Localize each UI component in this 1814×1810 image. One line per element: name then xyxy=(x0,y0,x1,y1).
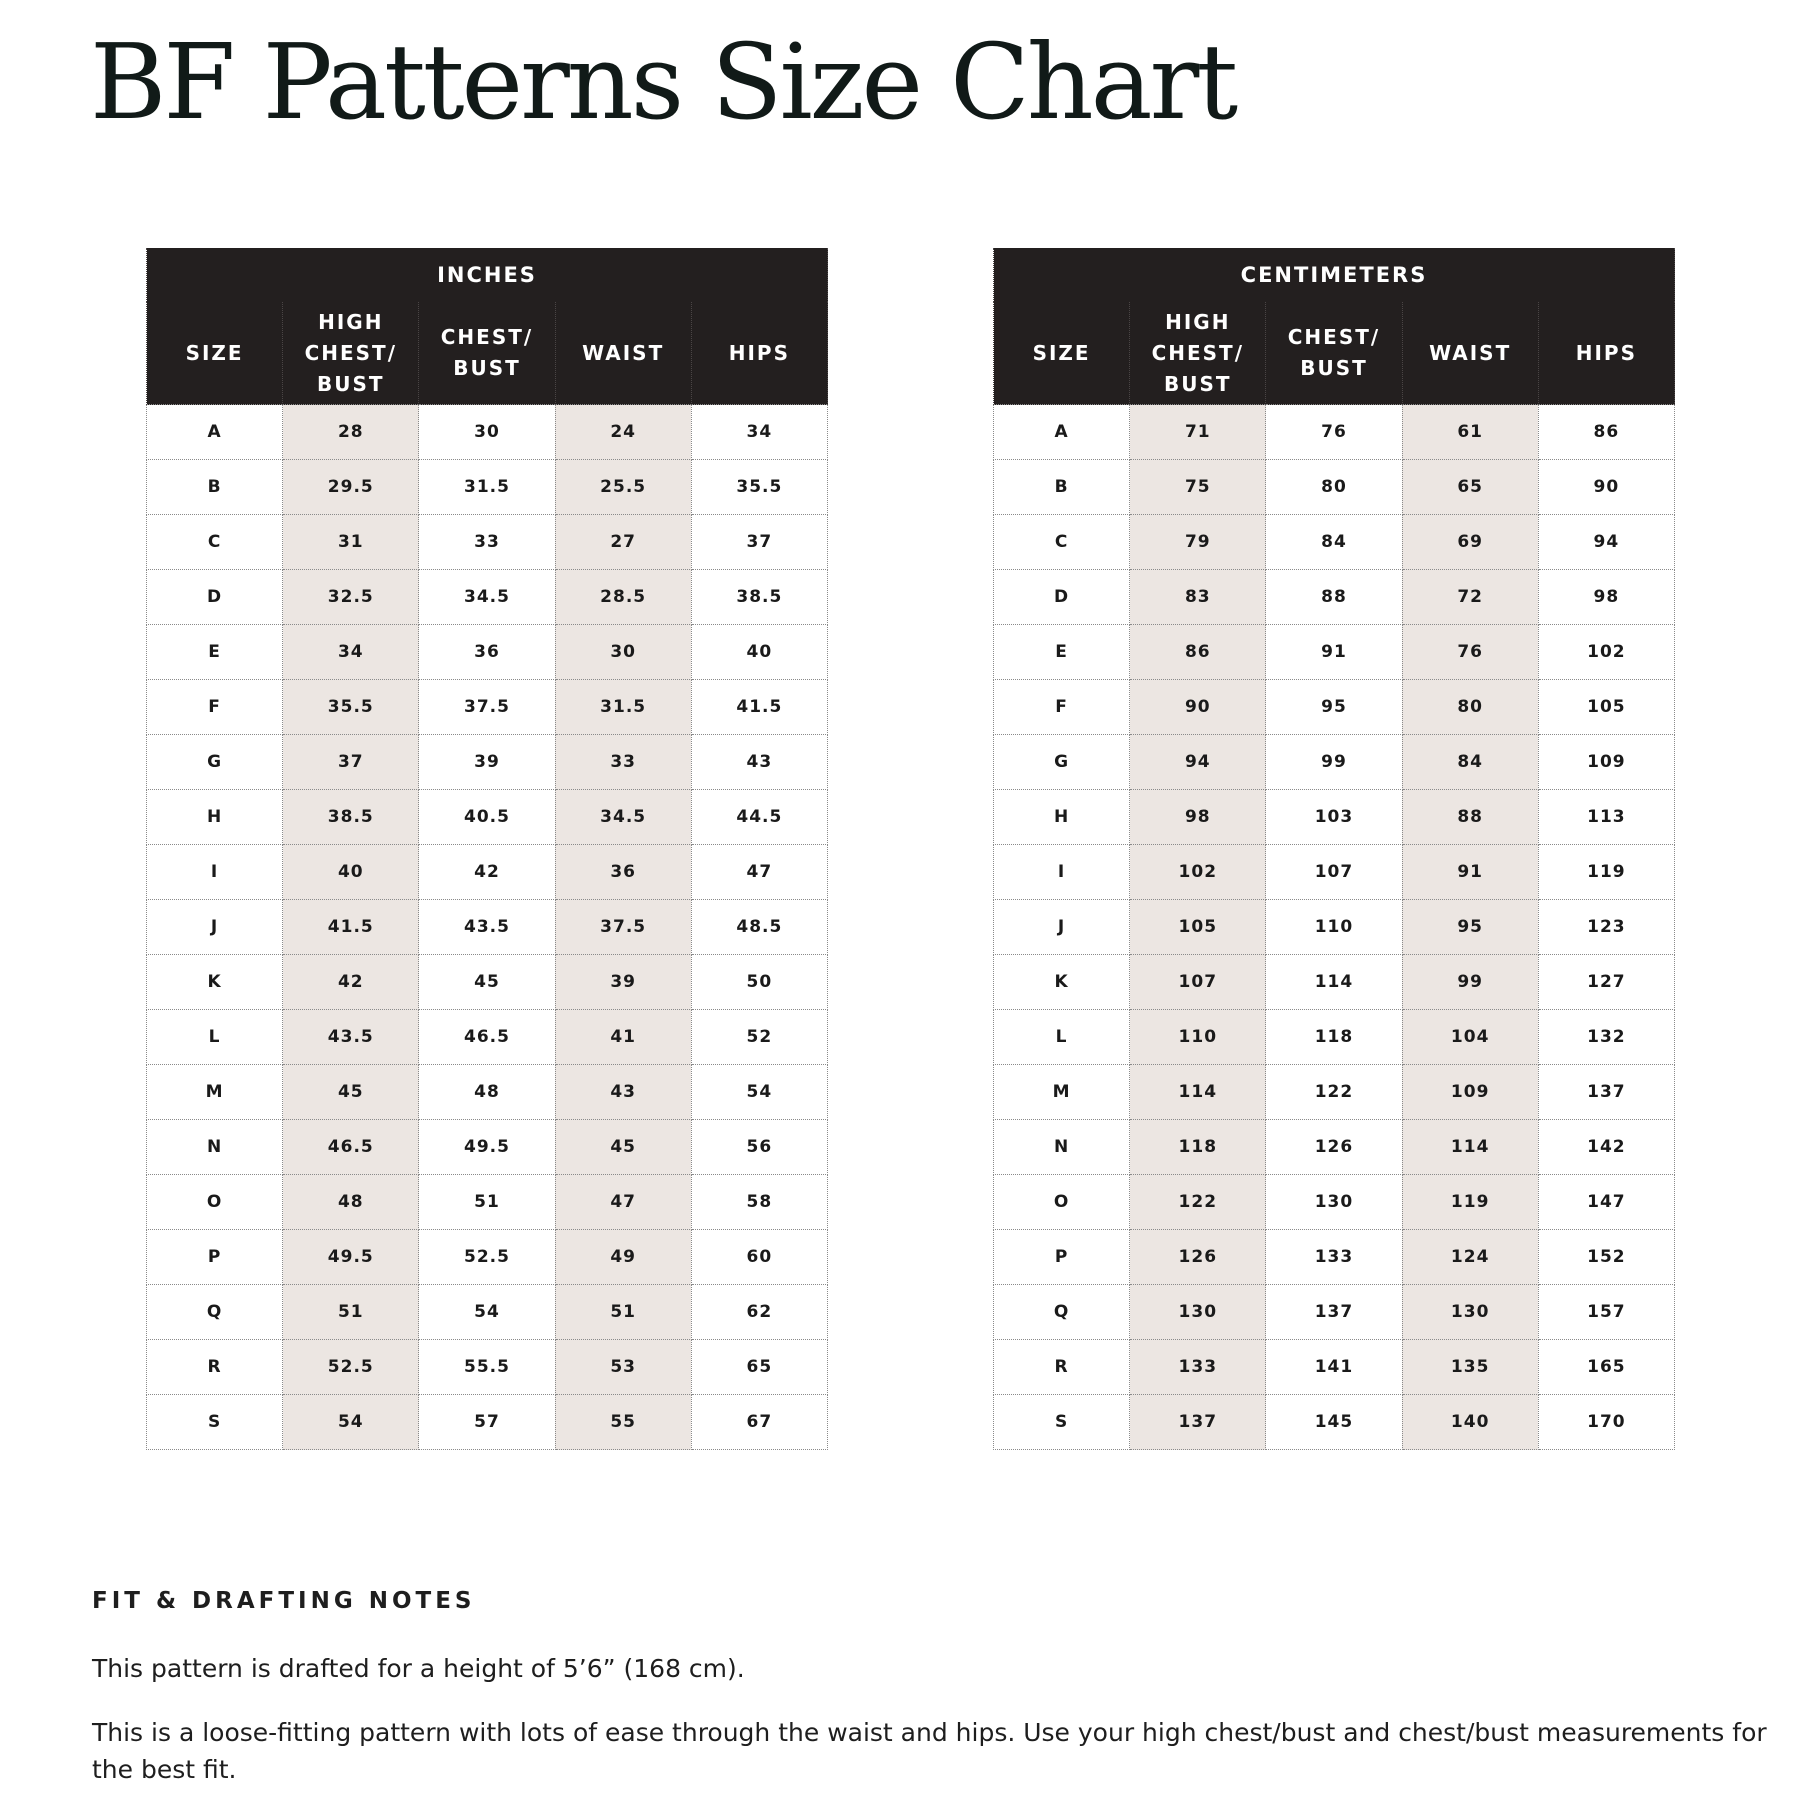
size-cell: J xyxy=(147,900,283,955)
high-chest-bust-cell: 38.5 xyxy=(283,790,419,845)
table-row xyxy=(994,625,1675,680)
chest-bust-cell: 42 xyxy=(419,845,555,900)
table-row xyxy=(147,625,828,680)
hips-cell: 157 xyxy=(1538,1285,1674,1340)
hips-cell: 65 xyxy=(691,1340,827,1395)
chest-bust-cell: 130 xyxy=(1266,1175,1402,1230)
waist-cell: 99 xyxy=(1402,955,1538,1010)
size-cell: P xyxy=(147,1230,283,1285)
high-chest-bust-cell: 42 xyxy=(283,955,419,1010)
table-row xyxy=(147,1120,828,1175)
chest-bust-cell: 55.5 xyxy=(419,1340,555,1395)
size-cell: I xyxy=(994,845,1130,900)
waist-cell: 55 xyxy=(555,1395,691,1450)
chest-bust-cell: 84 xyxy=(1266,515,1402,570)
column-header-size: SIZE xyxy=(147,302,283,405)
waist-cell: 76 xyxy=(1402,625,1538,680)
size-cell: K xyxy=(147,955,283,1010)
high-chest-bust-cell: 107 xyxy=(1130,955,1266,1010)
waist-cell: 47 xyxy=(555,1175,691,1230)
table-row xyxy=(147,955,828,1010)
high-chest-bust-cell: 28 xyxy=(283,405,419,460)
high-chest-bust-cell: 122 xyxy=(1130,1175,1266,1230)
size-cell: G xyxy=(994,735,1130,790)
table-row xyxy=(994,680,1675,735)
size-cell: P xyxy=(994,1230,1130,1285)
waist-cell: 36 xyxy=(555,845,691,900)
column-header-chest-bust: CHEST/ BUST xyxy=(419,302,555,405)
high-chest-bust-cell: 105 xyxy=(1130,900,1266,955)
size-cell: S xyxy=(994,1395,1130,1450)
size-cell: H xyxy=(994,790,1130,845)
hips-cell: 35.5 xyxy=(691,460,827,515)
waist-cell: 31.5 xyxy=(555,680,691,735)
high-chest-bust-cell: 75 xyxy=(1130,460,1266,515)
chest-bust-cell: 57 xyxy=(419,1395,555,1450)
size-cell: O xyxy=(994,1175,1130,1230)
high-chest-bust-cell: 83 xyxy=(1130,570,1266,625)
chest-bust-cell: 48 xyxy=(419,1065,555,1120)
waist-cell: 28.5 xyxy=(555,570,691,625)
table-row xyxy=(994,845,1675,900)
note-paragraph: This is a loose-fitting pattern with lots of ease through the waist and hips. Use your high chest/bust and chest/bust measurements for the best fit. xyxy=(92,1718,1767,1784)
waist-cell: 27 xyxy=(555,515,691,570)
hips-cell: 86 xyxy=(1538,405,1674,460)
high-chest-bust-cell: 118 xyxy=(1130,1120,1266,1175)
column-header-row xyxy=(994,302,1675,405)
waist-cell: 41 xyxy=(555,1010,691,1065)
size-cell: H xyxy=(147,790,283,845)
size-cell: D xyxy=(147,570,283,625)
column-header-hips: HIPS xyxy=(1538,302,1674,405)
size-cell: D xyxy=(994,570,1130,625)
size-cell: R xyxy=(994,1340,1130,1395)
table-row xyxy=(994,515,1675,570)
inches-size-table xyxy=(146,248,828,1450)
size-cell: Q xyxy=(994,1285,1130,1340)
chest-bust-cell: 52.5 xyxy=(419,1230,555,1285)
high-chest-bust-cell: 49.5 xyxy=(283,1230,419,1285)
high-chest-bust-cell: 52.5 xyxy=(283,1340,419,1395)
hips-cell: 123 xyxy=(1538,900,1674,955)
chest-bust-cell: 133 xyxy=(1266,1230,1402,1285)
hips-cell: 119 xyxy=(1538,845,1674,900)
table-row xyxy=(994,405,1675,460)
chest-bust-cell: 45 xyxy=(419,955,555,1010)
column-header-waist: WAIST xyxy=(555,302,691,405)
column-header-size: SIZE xyxy=(994,302,1130,405)
size-cell: N xyxy=(994,1120,1130,1175)
table-row xyxy=(147,1340,828,1395)
chest-bust-cell: 99 xyxy=(1266,735,1402,790)
hips-cell: 56 xyxy=(691,1120,827,1175)
hips-cell: 67 xyxy=(691,1395,827,1450)
high-chest-bust-cell: 79 xyxy=(1130,515,1266,570)
hips-cell: 137 xyxy=(1538,1065,1674,1120)
waist-cell: 84 xyxy=(1402,735,1538,790)
hips-cell: 37 xyxy=(691,515,827,570)
high-chest-bust-cell: 71 xyxy=(1130,405,1266,460)
size-cell: B xyxy=(147,460,283,515)
high-chest-bust-cell: 90 xyxy=(1130,680,1266,735)
waist-cell: 109 xyxy=(1402,1065,1538,1120)
waist-cell: 69 xyxy=(1402,515,1538,570)
high-chest-bust-cell: 45 xyxy=(283,1065,419,1120)
size-cell: Q xyxy=(147,1285,283,1340)
hips-cell: 170 xyxy=(1538,1395,1674,1450)
chest-bust-cell: 51 xyxy=(419,1175,555,1230)
waist-cell: 25.5 xyxy=(555,460,691,515)
table-row xyxy=(147,735,828,790)
size-cell: O xyxy=(147,1175,283,1230)
size-cell: B xyxy=(994,460,1130,515)
chest-bust-cell: 80 xyxy=(1266,460,1402,515)
high-chest-bust-cell: 51 xyxy=(283,1285,419,1340)
size-cell: M xyxy=(147,1065,283,1120)
size-cell: L xyxy=(994,1010,1130,1065)
column-header-high-chest-bust: HIGH CHEST/ BUST xyxy=(1130,302,1266,405)
waist-cell: 45 xyxy=(555,1120,691,1175)
high-chest-bust-cell: 98 xyxy=(1130,790,1266,845)
high-chest-bust-cell: 29.5 xyxy=(283,460,419,515)
waist-cell: 33 xyxy=(555,735,691,790)
hips-cell: 152 xyxy=(1538,1230,1674,1285)
size-cell: J xyxy=(994,900,1130,955)
size-cell: C xyxy=(994,515,1130,570)
table-row xyxy=(994,1175,1675,1230)
hips-cell: 60 xyxy=(691,1230,827,1285)
high-chest-bust-cell: 41.5 xyxy=(283,900,419,955)
column-header-row xyxy=(147,302,828,405)
waist-cell: 61 xyxy=(1402,405,1538,460)
high-chest-bust-cell: 86 xyxy=(1130,625,1266,680)
waist-cell: 30 xyxy=(555,625,691,680)
waist-cell: 65 xyxy=(1402,460,1538,515)
table-row xyxy=(147,405,828,460)
waist-cell: 130 xyxy=(1402,1285,1538,1340)
waist-cell: 72 xyxy=(1402,570,1538,625)
chest-bust-cell: 43.5 xyxy=(419,900,555,955)
size-cell: G xyxy=(147,735,283,790)
chest-bust-cell: 118 xyxy=(1266,1010,1402,1065)
chest-bust-cell: 36 xyxy=(419,625,555,680)
waist-cell: 24 xyxy=(555,405,691,460)
hips-cell: 94 xyxy=(1538,515,1674,570)
table-group-heading: INCHES xyxy=(147,248,828,302)
table-row xyxy=(147,1395,828,1450)
table-row xyxy=(994,1395,1675,1450)
table-row xyxy=(994,900,1675,955)
high-chest-bust-cell: 137 xyxy=(1130,1395,1266,1450)
table-row xyxy=(994,1230,1675,1285)
notes-heading: FIT & DRAFTING NOTES xyxy=(92,1588,476,1614)
hips-cell: 34 xyxy=(691,405,827,460)
chest-bust-cell: 137 xyxy=(1266,1285,1402,1340)
table-row xyxy=(994,1065,1675,1120)
waist-cell: 135 xyxy=(1402,1340,1538,1395)
hips-cell: 40 xyxy=(691,625,827,680)
table-row xyxy=(147,790,828,845)
table-row xyxy=(994,1285,1675,1340)
note-paragraph: This pattern is drafted for a height of 5’6” (168 cm). xyxy=(92,1654,745,1683)
waist-cell: 88 xyxy=(1402,790,1538,845)
column-header-waist: WAIST xyxy=(1402,302,1538,405)
table-row xyxy=(147,515,828,570)
waist-cell: 34.5 xyxy=(555,790,691,845)
waist-cell: 39 xyxy=(555,955,691,1010)
high-chest-bust-cell: 54 xyxy=(283,1395,419,1450)
waist-cell: 104 xyxy=(1402,1010,1538,1065)
table-row xyxy=(994,955,1675,1010)
hips-cell: 48.5 xyxy=(691,900,827,955)
table-row xyxy=(147,1010,828,1065)
chest-bust-cell: 91 xyxy=(1266,625,1402,680)
table-row xyxy=(147,1230,828,1285)
size-cell: C xyxy=(147,515,283,570)
chest-bust-cell: 103 xyxy=(1266,790,1402,845)
size-cell: M xyxy=(994,1065,1130,1120)
hips-cell: 147 xyxy=(1538,1175,1674,1230)
hips-cell: 50 xyxy=(691,955,827,1010)
high-chest-bust-cell: 34 xyxy=(283,625,419,680)
size-cell: I xyxy=(147,845,283,900)
size-cell: E xyxy=(147,625,283,680)
chest-bust-cell: 30 xyxy=(419,405,555,460)
hips-cell: 41.5 xyxy=(691,680,827,735)
size-cell: A xyxy=(994,405,1130,460)
chest-bust-cell: 110 xyxy=(1266,900,1402,955)
chest-bust-cell: 40.5 xyxy=(419,790,555,845)
table-row xyxy=(147,900,828,955)
high-chest-bust-cell: 114 xyxy=(1130,1065,1266,1120)
table-group-heading: CENTIMETERS xyxy=(994,248,1675,302)
waist-cell: 140 xyxy=(1402,1395,1538,1450)
chest-bust-cell: 114 xyxy=(1266,955,1402,1010)
chest-bust-cell: 34.5 xyxy=(419,570,555,625)
waist-cell: 80 xyxy=(1402,680,1538,735)
page-title: BF Patterns Size Chart xyxy=(90,21,1236,143)
size-cell: L xyxy=(147,1010,283,1065)
hips-cell: 62 xyxy=(691,1285,827,1340)
table-row xyxy=(147,680,828,735)
chest-bust-cell: 39 xyxy=(419,735,555,790)
table-row xyxy=(994,1120,1675,1175)
hips-cell: 142 xyxy=(1538,1120,1674,1175)
column-header-chest-bust: CHEST/ BUST xyxy=(1266,302,1402,405)
size-cell: K xyxy=(994,955,1130,1010)
high-chest-bust-cell: 130 xyxy=(1130,1285,1266,1340)
size-cell: R xyxy=(147,1340,283,1395)
table-row xyxy=(147,1285,828,1340)
high-chest-bust-cell: 133 xyxy=(1130,1340,1266,1395)
chest-bust-cell: 95 xyxy=(1266,680,1402,735)
waist-cell: 91 xyxy=(1402,845,1538,900)
table-row xyxy=(994,790,1675,845)
high-chest-bust-cell: 94 xyxy=(1130,735,1266,790)
size-cell: N xyxy=(147,1120,283,1175)
waist-cell: 49 xyxy=(555,1230,691,1285)
waist-cell: 37.5 xyxy=(555,900,691,955)
chest-bust-cell: 145 xyxy=(1266,1395,1402,1450)
waist-cell: 51 xyxy=(555,1285,691,1340)
high-chest-bust-cell: 110 xyxy=(1130,1010,1266,1065)
table-row xyxy=(994,1010,1675,1065)
hips-cell: 113 xyxy=(1538,790,1674,845)
table-row xyxy=(994,1340,1675,1395)
waist-cell: 53 xyxy=(555,1340,691,1395)
high-chest-bust-cell: 46.5 xyxy=(283,1120,419,1175)
hips-cell: 127 xyxy=(1538,955,1674,1010)
chest-bust-cell: 122 xyxy=(1266,1065,1402,1120)
chest-bust-cell: 76 xyxy=(1266,405,1402,460)
hips-cell: 98 xyxy=(1538,570,1674,625)
hips-cell: 52 xyxy=(691,1010,827,1065)
table-row xyxy=(147,1175,828,1230)
size-cell: F xyxy=(147,680,283,735)
hips-cell: 105 xyxy=(1538,680,1674,735)
high-chest-bust-cell: 37 xyxy=(283,735,419,790)
high-chest-bust-cell: 43.5 xyxy=(283,1010,419,1065)
hips-cell: 54 xyxy=(691,1065,827,1120)
size-cell: A xyxy=(147,405,283,460)
hips-cell: 47 xyxy=(691,845,827,900)
hips-cell: 165 xyxy=(1538,1340,1674,1395)
centimeters-size-table xyxy=(993,248,1675,1450)
waist-cell: 119 xyxy=(1402,1175,1538,1230)
table-row xyxy=(994,460,1675,515)
hips-cell: 109 xyxy=(1538,735,1674,790)
table-row xyxy=(147,570,828,625)
high-chest-bust-cell: 48 xyxy=(283,1175,419,1230)
table-row xyxy=(147,460,828,515)
column-header-high-chest-bust: HIGH CHEST/ BUST xyxy=(283,302,419,405)
high-chest-bust-cell: 32.5 xyxy=(283,570,419,625)
hips-cell: 38.5 xyxy=(691,570,827,625)
waist-cell: 114 xyxy=(1402,1120,1538,1175)
size-cell: S xyxy=(147,1395,283,1450)
chest-bust-cell: 54 xyxy=(419,1285,555,1340)
table-row xyxy=(994,570,1675,625)
hips-cell: 90 xyxy=(1538,460,1674,515)
high-chest-bust-cell: 40 xyxy=(283,845,419,900)
chest-bust-cell: 33 xyxy=(419,515,555,570)
size-cell: E xyxy=(994,625,1130,680)
high-chest-bust-cell: 126 xyxy=(1130,1230,1266,1285)
waist-cell: 95 xyxy=(1402,900,1538,955)
chest-bust-cell: 49.5 xyxy=(419,1120,555,1175)
waist-cell: 43 xyxy=(555,1065,691,1120)
hips-cell: 58 xyxy=(691,1175,827,1230)
hips-cell: 43 xyxy=(691,735,827,790)
chest-bust-cell: 141 xyxy=(1266,1340,1402,1395)
hips-cell: 102 xyxy=(1538,625,1674,680)
chest-bust-cell: 88 xyxy=(1266,570,1402,625)
high-chest-bust-cell: 31 xyxy=(283,515,419,570)
table-row xyxy=(147,845,828,900)
chest-bust-cell: 37.5 xyxy=(419,680,555,735)
table-row xyxy=(994,735,1675,790)
table-row xyxy=(147,1065,828,1120)
hips-cell: 132 xyxy=(1538,1010,1674,1065)
chest-bust-cell: 107 xyxy=(1266,845,1402,900)
hips-cell: 44.5 xyxy=(691,790,827,845)
chest-bust-cell: 31.5 xyxy=(419,460,555,515)
chest-bust-cell: 126 xyxy=(1266,1120,1402,1175)
high-chest-bust-cell: 35.5 xyxy=(283,680,419,735)
chest-bust-cell: 46.5 xyxy=(419,1010,555,1065)
high-chest-bust-cell: 102 xyxy=(1130,845,1266,900)
size-cell: F xyxy=(994,680,1130,735)
waist-cell: 124 xyxy=(1402,1230,1538,1285)
column-header-hips: HIPS xyxy=(691,302,827,405)
